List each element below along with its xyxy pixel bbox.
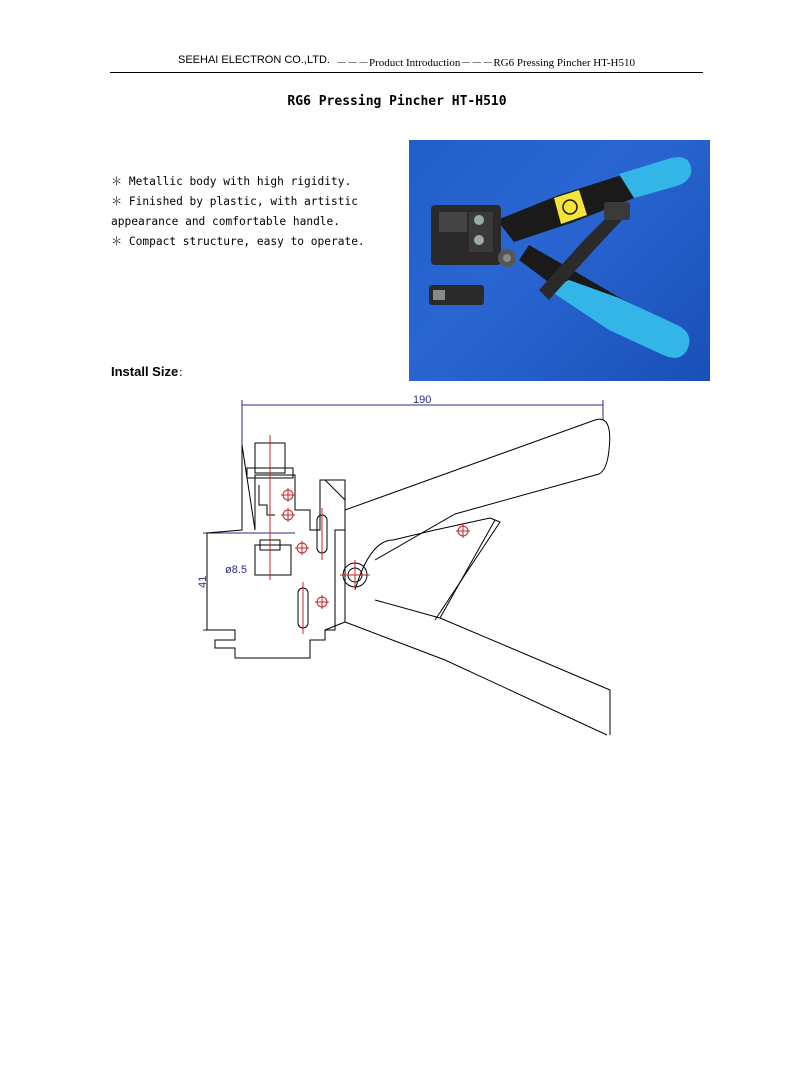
feature-list (111, 172, 401, 252)
page-header (110, 54, 703, 73)
diameter-dimension-label: ø8.5 (225, 564, 248, 576)
height-dimension-label: 41 (197, 575, 209, 588)
header-product-line: －－－Product Introduction－－－RG6 Pressing Pincher HT-H510 (335, 57, 636, 69)
product-photo (409, 140, 710, 381)
page-title: RG6 Pressing Pincher HT-H510 (287, 94, 507, 109)
feature-line: ＊ Compact structure, easy to operate. (111, 235, 365, 248)
width-dimension-label: 190 (413, 394, 432, 406)
install-size-label (111, 364, 189, 380)
feature-line: ＊ Metallic body with high rigidity. (111, 175, 352, 188)
install-size-drawing (195, 390, 615, 740)
install-size-text: Install Size (111, 364, 179, 379)
feature-line: ＊ Finished by plastic, with artistic (111, 195, 358, 208)
install-size-colon: ： (178, 367, 190, 379)
pincher-illustration (409, 140, 710, 381)
header-company: SEEHAI ELECTRON CO.,LTD. (177, 54, 330, 66)
feature-line: appearance and comfortable handle. (111, 215, 341, 228)
